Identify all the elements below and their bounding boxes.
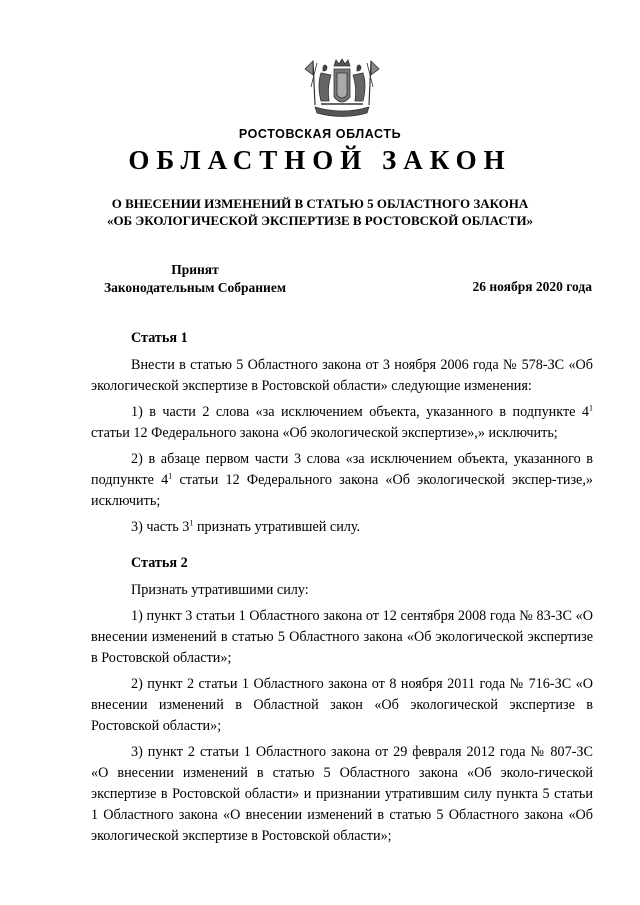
subtitle-line-2: «ОБ ЭКОЛОГИЧЕСКОЙ ЭКСПЕРТИЗЕ В РОСТОВСКОЙ ОБЛАСТИ» <box>106 213 534 228</box>
article-2-item-2: 2) пункт 2 статьи 1 Областного закона от 8 ноября 2011 года № 716-ЗС «О внесении изменений в Областной закон «Об экологической экспертизе в Ростовской области»; <box>91 676 593 734</box>
law-type-title: ОБЛАСТНОЙ ЗАКОН <box>128 145 512 175</box>
law-subtitle <box>0 195 640 229</box>
article-2-item-3: 3) пункт 2 статьи 1 Областного закона от 29 февраля 2012 года № 807-ЗС «О внесении изменений в статью 5 Областного закона «Об эколо-гической экспертизе в Ростовской области» и признании утратившим силу пункта 5 статьи 1 Областного закона «О внесении изменений в статью 5 Областного закона «Об экологической экспертизе в Ростовской области»; <box>91 744 593 844</box>
law-body <box>91 328 593 852</box>
article-2-heading: Статья 2 <box>131 555 188 571</box>
subtitle-line-1: О ВНЕСЕНИИ ИЗМЕНЕНИЙ В СТАТЬЮ 5 ОБЛАСТНОГО ЗАКОНА <box>111 196 529 211</box>
article-1-heading: Статья 1 <box>131 330 188 346</box>
region-name: РОСТОВСКАЯ ОБЛАСТЬ <box>238 127 402 141</box>
adoption-date: 26 ноября 2020 года <box>472 279 592 294</box>
adopted-by: Законодательным Собранием <box>103 280 287 295</box>
adopted-label: Принят <box>171 262 219 277</box>
article-1-intro: Внести в статью 5 Областного закона от 3 ноября 2006 года № 578-ЗС «Об экологической экспертизе в Ростовской области» следующие изменения: <box>91 357 593 394</box>
article-2-item-1: 1) пункт 3 статьи 1 Областного закона от 12 сентября 2008 года № 83-ЗС «О внесении изменений в статью 5 Областного закона «Об экологической экспертизе в Ростовской области»; <box>91 608 593 666</box>
article-2-intro: Признать утратившими силу: <box>131 582 309 598</box>
coat-of-arms-icon <box>301 57 383 121</box>
article-1-item-1: 1) в части 2 слова «за исключением объекта, указанного в подпункте $4^1$ статьи 12 Федерального закона «Об экологической экспертизе»,» исключить; <box>91 403 593 441</box>
adoption-block <box>91 261 299 297</box>
article-1-item-3: 3) часть $3^1$ признать утратившей силу. <box>131 518 361 535</box>
article-1-item-2: 2) в абзаце первом части 3 слова «за исключением объекта, указанного в подпункте $4^1$ статьи 12 Федерального закона «Об экологической экспер-тизе,» исключить; <box>91 451 593 509</box>
